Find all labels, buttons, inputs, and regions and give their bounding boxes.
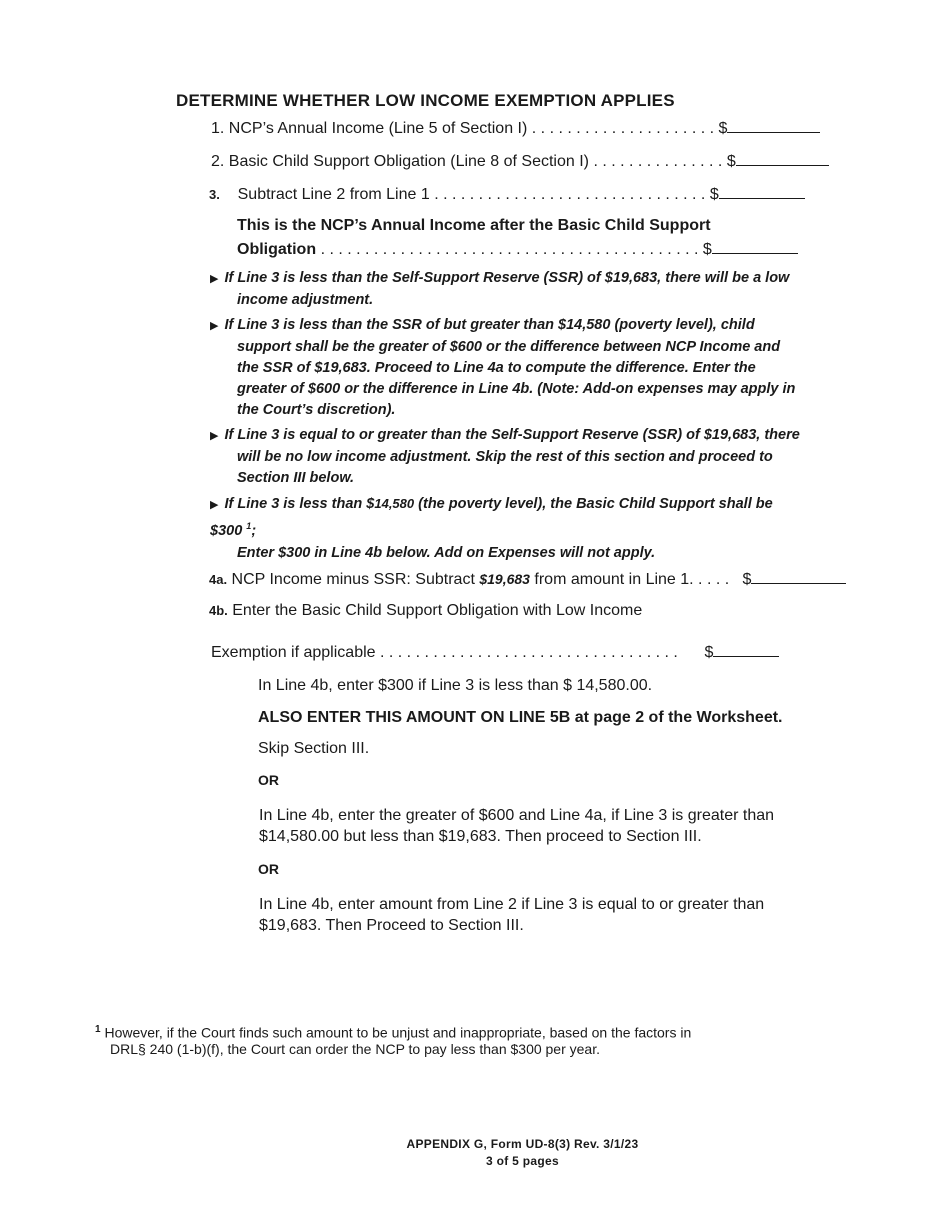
instruction-4: In Line 4b, enter the greater of $600 and Line 4a, if Line 3 is greater than $14,580.00 but less than $19,683. Then proceed to Section III.: [259, 807, 775, 845]
line-4b-currency: $: [704, 644, 714, 661]
line-4a-ssr-amount: $19,683: [479, 571, 530, 587]
bullet-1: ▶ If Line 3 is less than the Self-Support Reserve (SSR) of $19,683, there will be a low income adjustment.: [210, 270, 790, 308]
line-4b-label: Enter the Basic Child Support Obligation with Low Income: [232, 602, 643, 619]
line-4b-dots: . . . . . . . . . . . . . . . . . . . . . . . . . . . . . . . . . .: [380, 644, 678, 661]
line-2-amount-field[interactable]: [736, 150, 829, 166]
bullet-arrow-icon: ▶: [210, 430, 219, 442]
line-3-dots: . . . . . . . . . . . . . . . . . . . . . . . . . . . . . . .: [434, 186, 706, 203]
line-4b-label2: Exemption if applicable: [211, 644, 376, 661]
bullet-arrow-icon: ▶: [210, 273, 219, 285]
form-id-footer: APPENDIX G, Form UD-8(3) Rev. 3/1/23 3 of 5 pages: [406, 1137, 639, 1168]
line-3-note-b-label: Obligation: [237, 241, 317, 258]
line-1: [211, 117, 820, 138]
section-title: DETERMINE WHETHER LOW INCOME EXEMPTION APPLIES: [176, 91, 675, 110]
line-1-currency: $: [718, 120, 728, 137]
instruction-1: In Line 4b, enter $300 if Line 3 is less than $ 14,580.00.: [258, 677, 653, 694]
or-separator-2: OR: [258, 861, 279, 877]
instruction-2: ALSO ENTER THIS AMOUNT ON LINE 5B at page 2 of the Worksheet.: [258, 709, 783, 726]
line-4a-label-b: from amount in Line 1: [534, 571, 690, 588]
instruction-3: Skip Section III.: [258, 740, 370, 757]
line-1-amount-field[interactable]: [727, 117, 820, 133]
line-3-note-currency: $: [702, 241, 712, 258]
line-3-amount-field[interactable]: [719, 183, 805, 199]
line-4a-currency: $: [742, 571, 752, 588]
footnote-ref: 1: [246, 521, 252, 531]
line-4b-cont: [211, 641, 779, 662]
line-1-label: 1. NCP’s Annual Income (Line 5 of Section I): [211, 120, 528, 137]
line-3-note-a: This is the NCP’s Annual Income after the Basic Child Support: [237, 217, 711, 234]
bullet-arrow-icon: ▶: [210, 499, 219, 511]
line-3-note-amount-field[interactable]: [712, 238, 798, 254]
line-4b-amount-field[interactable]: [713, 641, 779, 657]
line-3-currency: $: [709, 186, 719, 203]
line-3: [209, 183, 805, 204]
instruction-5: In Line 4b, enter amount from Line 2 if Line 3 is equal to or greater than $19,683. Then Proceed to Section III.: [259, 896, 765, 934]
line-3-number: 3.: [209, 187, 220, 202]
footnote: $^1$ However, if the Court finds such amount to be unjust and inappropriate, based on the factors in DRL§ 240 (1-b)(f), the Court can order the NCP to pay less than $300 per year.: [95, 1024, 692, 1057]
line-4a-label: NCP Income minus SSR: Subtract: [231, 571, 475, 588]
bullet-4: ▶ If Line 3 is less than $14,580 (the poverty level), the Basic Child Support shall be $300 $^1$; Enter $300 in Line 4b below. Add on Expenses will not apply.: [210, 496, 773, 561]
line-4a-amount-field[interactable]: [751, 568, 846, 584]
line-2-label: 2. Basic Child Support Obligation (Line 8 of Section I): [211, 153, 589, 170]
bullet-arrow-icon: ▶: [210, 320, 219, 332]
line-4b-number: 4b.: [209, 603, 228, 618]
line-2-currency: $: [726, 153, 736, 170]
or-separator-1: OR: [258, 772, 279, 788]
line-4a-dots: . . . . .: [689, 571, 730, 588]
bullet-2: ▶ If Line 3 is less than the SSR of but greater than $14,580 (poverty level), child support shall be the greater of $600 or the difference between NCP Income and the SSR of $19,683. Proceed to Line 4a to compute the difference. Enter the greater of $600 or the difference in Line 4b. (Note: Add-on expenses may apply in the Court’s discretion).: [210, 317, 796, 418]
line-4a: [209, 568, 846, 589]
line-2-dots: . . . . . . . . . . . . . . .: [593, 153, 723, 170]
line-4b: [209, 602, 642, 620]
bullet-3: ▶ If Line 3 is equal to or greater than the Self-Support Reserve (SSR) of $19,683, there will be no low income adjustment. Skip the rest of this section and proceed to Section III below.: [210, 427, 800, 486]
line-3-note-b: [237, 238, 798, 259]
footnote-mark: 1: [95, 1024, 101, 1035]
line-3-label: Subtract Line 2 from Line 1: [237, 186, 430, 203]
line-3-note-dots: . . . . . . . . . . . . . . . . . . . . . . . . . . . . . . . . . . . . . . . . . . .: [320, 241, 699, 258]
line-4a-number: 4a.: [209, 572, 228, 587]
line-1-dots: . . . . . . . . . . . . . . . . . . . . .: [531, 120, 715, 137]
line-2: [211, 150, 829, 171]
